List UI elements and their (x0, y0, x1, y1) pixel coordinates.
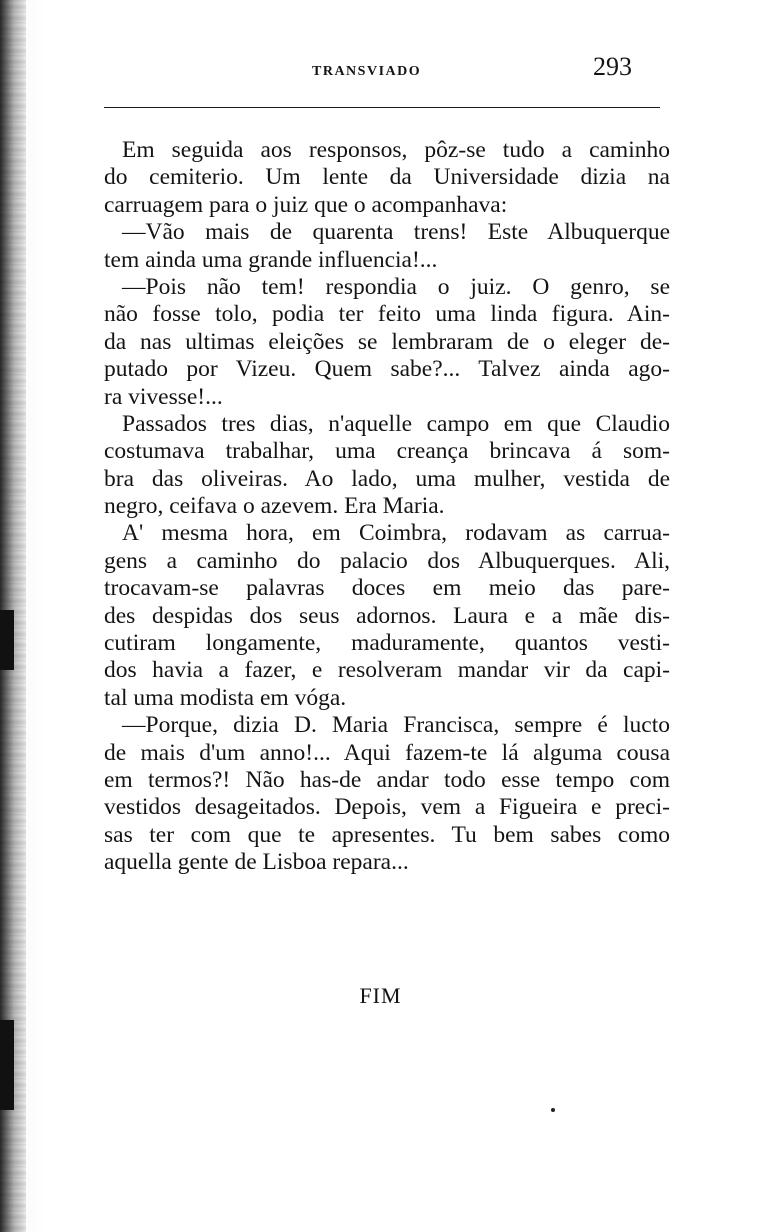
text-line: aquella gente de Lisboa repara... (104, 849, 409, 876)
text-line: —Vão mais de quarenta trens! Este Albuquerque (122, 219, 670, 246)
ink-speck (551, 1108, 555, 1112)
text-line: da nas ultimas eleições se lembraram de o eleger de- (104, 328, 670, 355)
text-line: tem ainda uma grande influencia!... (104, 246, 438, 273)
ending-text: FIM (359, 983, 402, 1008)
text-line: A' mesma hora, em Coimbra, rodavam as carrua- (122, 520, 670, 547)
running-title: TRANSVIADO (312, 64, 422, 79)
text-line: negro, ceifava o azevem. Era Maria. (104, 493, 445, 520)
text-line: Passados tres dias, n'aquelle campo em que Claudio (122, 410, 670, 437)
text-line: bra das oliveiras. Ao lado, uma mulher, vestida de (104, 465, 670, 492)
text-line: de mais d'um anno!... Aqui fazem-te lá alguma cousa (104, 739, 670, 766)
text-line: Em seguida aos responsos, pôz-se tudo a caminho (122, 137, 670, 163)
text-line: carruagem para o juiz que o acompanhava: (104, 191, 508, 218)
text-line: trocavam-se palavras doces em meio das pare- (104, 575, 670, 602)
text-line: do cemiterio. Um lente da Universidade dizia na (104, 164, 670, 191)
text-line: —Pois não tem! respondia o juiz. O genro, se (122, 273, 670, 300)
text-line: não fosse tolo, podia ter feito uma linda figura. Ain- (104, 301, 670, 328)
text-line: costumava trabalhar, uma creança brincava á som- (104, 438, 670, 465)
header-rule (104, 107, 660, 108)
running-head (100, 52, 660, 88)
text-line: em termos?! Não has-de andar todo esse tempo com (104, 766, 670, 793)
text-line: tal uma modista em vóga. (104, 684, 347, 711)
text-line: des despidas dos seus adornos. Laura e a mãe dis- (104, 602, 670, 629)
page-number: 293 (593, 52, 632, 81)
text-line: —Porque, dizia D. Maria Francisca, sempre é lucto (122, 712, 670, 739)
text-line: dos havia a fazer, e resolveram mandar vir da capi- (104, 657, 670, 684)
text-line: cutiram longamente, maduramente, quantos vesti- (104, 630, 670, 657)
text-line: sas ter com que te apresentes. Tu bem sabes como (104, 821, 670, 848)
binding-mark (0, 1020, 14, 1110)
text-line: vestidos desageitados. Depois, vem a Figueira e preci- (104, 794, 670, 821)
body-text (104, 137, 670, 877)
binding-mark (0, 610, 14, 670)
text-line: ra vivesse!... (104, 383, 223, 410)
text-line: gens a caminho do palacio dos Albuquerques. Ali, (104, 547, 670, 574)
text-line: putado por Vizeu. Quem sabe?... Talvez ainda ago- (104, 356, 670, 383)
